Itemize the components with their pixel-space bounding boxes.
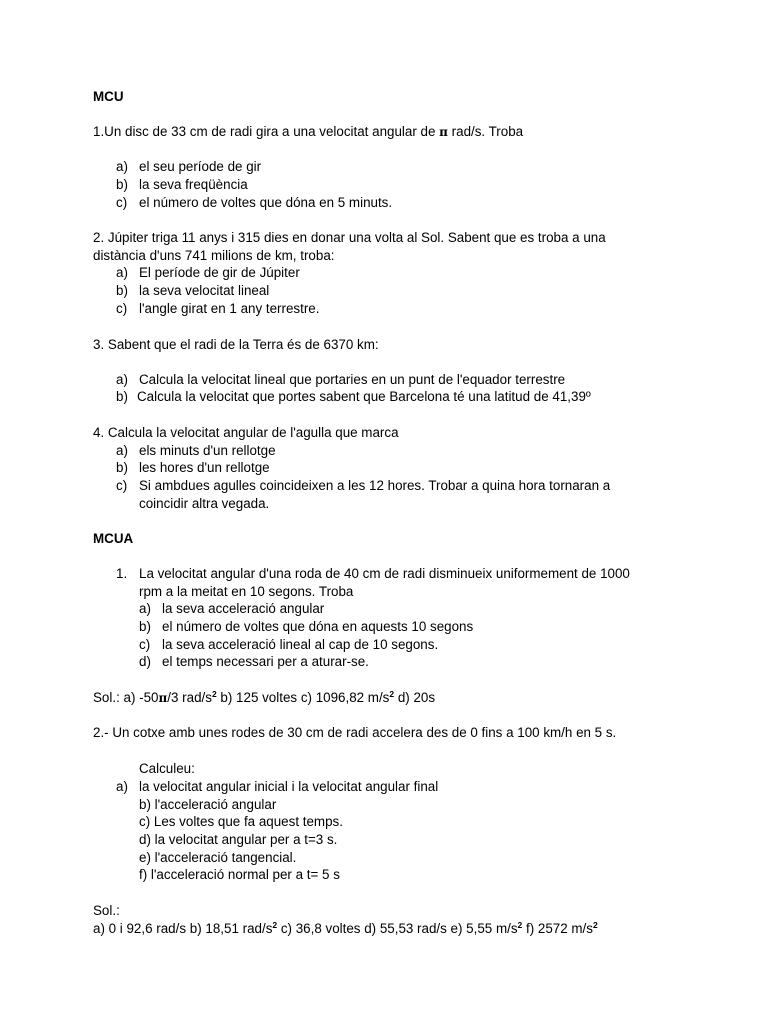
- list-item: [116, 442, 276, 460]
- list-item: [116, 388, 591, 406]
- solution-text: f) 2572 m/s: [522, 921, 593, 936]
- item-label: a): [116, 372, 128, 387]
- item-text: el temps necessari per a aturar-se.: [162, 654, 369, 669]
- item-label: d): [139, 654, 151, 669]
- pi-symbol: π: [439, 125, 448, 139]
- list-item: [116, 158, 261, 176]
- solution-text: Sol.: a) -50: [93, 690, 159, 705]
- item-text: les hores d'un rellotge: [139, 460, 270, 475]
- list-item: f) l'acceleració normal per a t= 5 s: [139, 867, 340, 882]
- superscript: 2: [272, 920, 278, 930]
- list-item: [116, 371, 565, 389]
- item-number: 1.: [116, 566, 128, 581]
- item-text: la velocitat angular inicial i la velocitat angular final: [139, 779, 439, 794]
- superscript: 2: [517, 920, 523, 930]
- list-item: [116, 778, 438, 796]
- item-text: Calcula la velocitat lineal que portaries en un punt de l'equador terrestre: [139, 372, 566, 387]
- item-label: c): [116, 195, 128, 210]
- item-label: b): [116, 177, 128, 192]
- item-label: a): [116, 265, 128, 280]
- item-label: b): [139, 619, 151, 634]
- pi-symbol: π: [158, 691, 168, 705]
- superscript: 2: [211, 689, 217, 699]
- list-item: [116, 264, 300, 282]
- list-item-continuation: coincidir altra vegada.: [139, 496, 270, 511]
- superscript: 2: [389, 689, 395, 699]
- list-item: [139, 600, 324, 618]
- list-item: [139, 636, 438, 654]
- item-text: la seva velocitat lineal: [139, 283, 270, 298]
- q1-stem-text-end: rad/s. Troba: [447, 124, 524, 139]
- mcua-q2-calc: Calculeu:: [139, 761, 195, 776]
- list-item: d) la velocitat angular per a t=3 s.: [139, 832, 338, 847]
- item-text: els minuts d'un rellotge: [139, 443, 276, 458]
- list-item: [139, 653, 369, 671]
- item-label: a): [116, 779, 128, 794]
- item-text: l'angle girat en 1 any terrestre.: [139, 301, 320, 316]
- list-item: e) l'acceleració tangencial.: [139, 850, 297, 865]
- item-text: El període de gir de Júpiter: [139, 265, 300, 280]
- list-item: [116, 194, 392, 212]
- solution-text: a) 0 i 92,6 rad/s b) 18,51 rad/s: [93, 921, 273, 936]
- mcu-q1-stem: [93, 123, 523, 142]
- item-label: b): [116, 283, 128, 298]
- item-text: la seva acceleració angular: [162, 601, 325, 616]
- list-item: b) l'acceleració angular: [139, 797, 277, 812]
- section-title-mcua: MCUA: [93, 531, 134, 546]
- list-item: [116, 477, 610, 495]
- item-label: a): [116, 443, 128, 458]
- item-label: b): [116, 389, 128, 404]
- list-item: [116, 176, 248, 194]
- mcua-q1-stem-line2: rpm a la meitat en 10 segons. Troba: [139, 584, 354, 599]
- list-item: [116, 300, 319, 318]
- mcua-q1-solution: [93, 689, 435, 708]
- item-text: la seva acceleració lineal al cap de 10 segons.: [162, 637, 439, 652]
- item-label: c): [116, 478, 128, 493]
- mcu-q4-stem: 4. Calcula la velocitat angular de l'agulla que marca: [93, 425, 399, 440]
- item-label: c): [139, 637, 151, 652]
- section-title-mcu: MCU: [93, 89, 124, 104]
- mcua-q1-stem-line1: [116, 565, 630, 583]
- q1-stem-text: 1.Un disc de 33 cm de radi gira a una velocitat angular de: [93, 124, 440, 139]
- item-text: la seva freqüència: [139, 177, 248, 192]
- list-item: [116, 282, 269, 300]
- mcua-q2-sol-label: Sol.:: [93, 903, 120, 918]
- mcua-q2-stem: 2.- Un cotxe amb unes rodes de 30 cm de radi accelera des de 0 fins a 100 km/h en 5 s.: [93, 725, 617, 740]
- list-item: [139, 618, 473, 636]
- solution-text: d) 20s: [394, 690, 436, 705]
- item-label: a): [116, 159, 128, 174]
- solution-text: c) 36,8 voltes d) 55,53 rad/s e) 5,55 m/s: [277, 921, 518, 936]
- mcua-q2-solution: [93, 920, 598, 938]
- item-text: el número de voltes que dóna en aquests 10 segons: [162, 619, 474, 634]
- q1-stem-text: La velocitat angular d'una roda de 40 cm de radi disminueix uniformement de 1000: [139, 566, 630, 581]
- item-text: Calcula la velocitat que portes sabent que Barcelona té una latitud de 41,39º: [137, 389, 591, 404]
- solution-text: b) 125 voltes c) 1096,82 m/s: [216, 690, 390, 705]
- mcu-q2-stem-line1: 2. Júpiter triga 11 anys i 315 dies en donar una volta al Sol. Sabent que es troba a una: [93, 230, 606, 245]
- item-label: c): [116, 301, 128, 316]
- solution-text: /3 rad/s: [167, 690, 212, 705]
- item-text: Si ambdues agulles coincideixen a les 12 hores. Trobar a quina hora tornaran a: [139, 478, 611, 493]
- mcu-q3-stem: 3. Sabent que el radi de la Terra és de 6370 km:: [93, 337, 379, 352]
- superscript: 2: [592, 920, 598, 930]
- item-text: el número de voltes que dóna en 5 minuts.: [139, 195, 393, 210]
- item-label: a): [139, 601, 151, 616]
- mcu-q2-stem-line2: distància d'uns 741 milions de km, troba:: [93, 248, 335, 263]
- item-text: el seu període de gir: [139, 159, 262, 174]
- list-item: c) Les voltes que fa aquest temps.: [139, 814, 343, 829]
- item-label: b): [116, 460, 128, 475]
- list-item: [116, 459, 270, 477]
